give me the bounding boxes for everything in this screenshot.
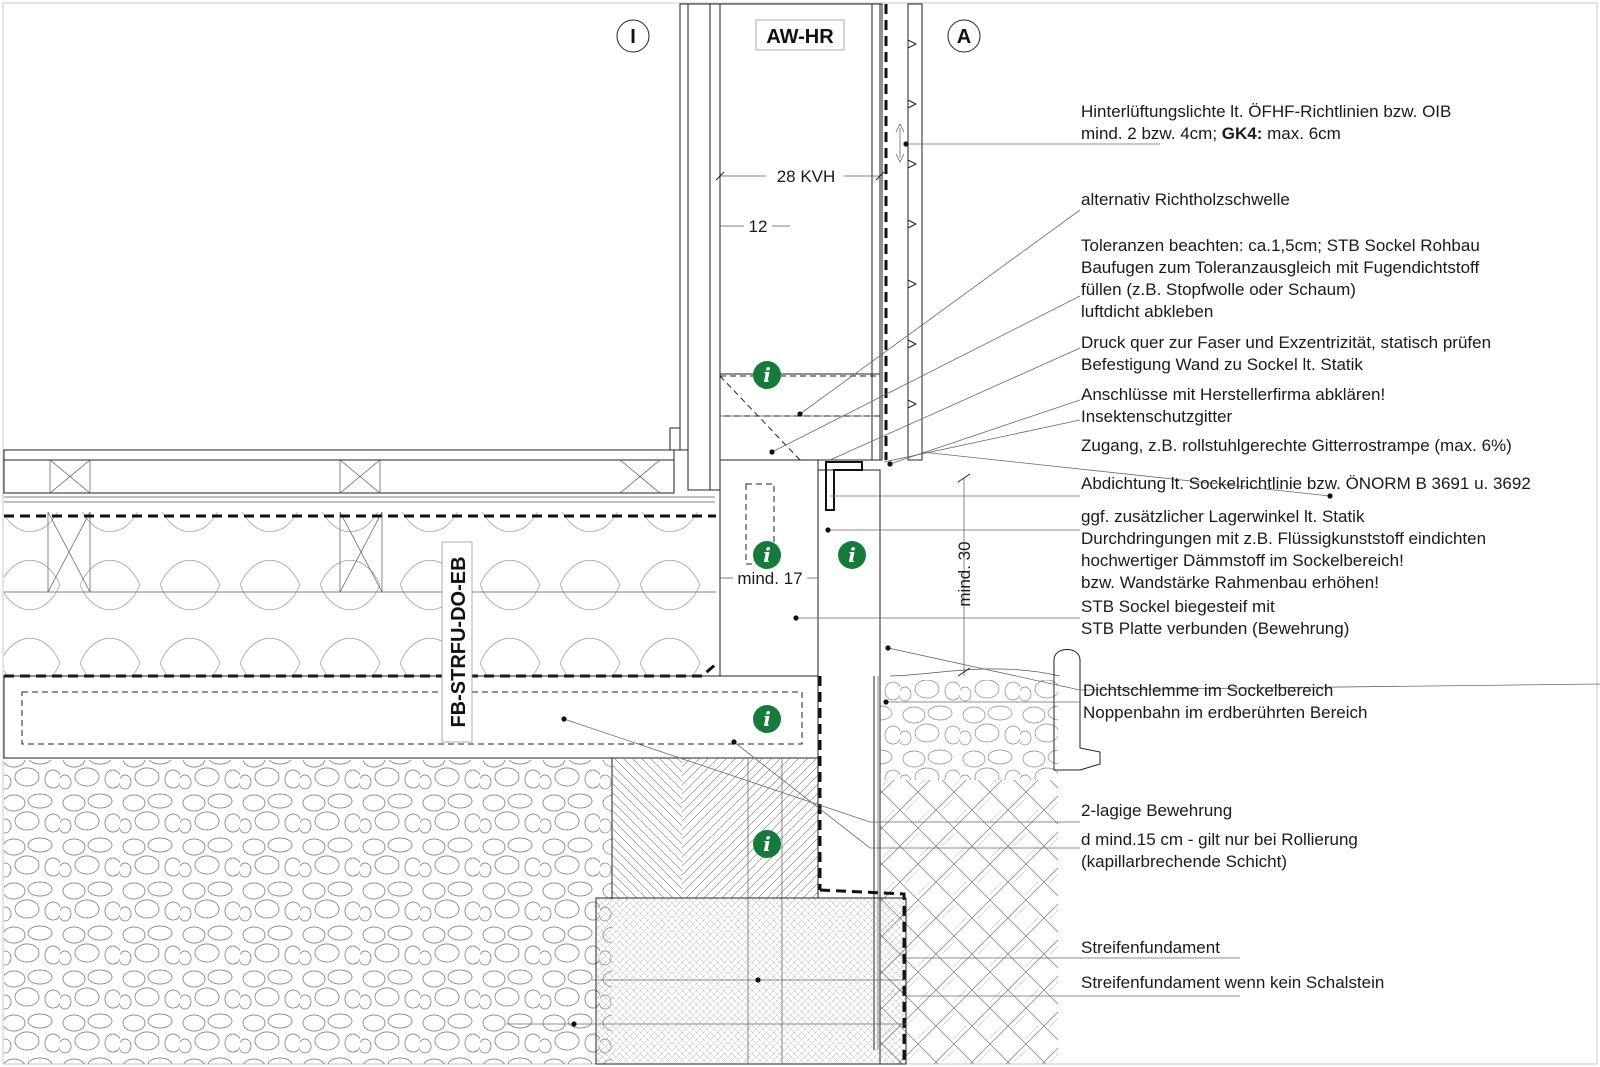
note-bracket-line: ggf. zusätzlicher Lagerwinkel lt. Statik [1081, 507, 1365, 526]
note-tolerances-line: Baufugen zum Toleranzausgleich mit Fugendichtstoff [1081, 258, 1480, 277]
dimension-base-height [955, 474, 974, 676]
note-connections-line: Anschlüsse mit Herstellerfirma abklären! [1081, 385, 1386, 404]
soil-exterior [880, 669, 1060, 1064]
note-base-connection-line: STB Sockel biegesteif mit [1081, 597, 1275, 616]
note-sealing-line: Dichtschlemme im Sockelbereich [1083, 681, 1334, 700]
note-tolerances-line: Toleranzen beachten: ca.1,5cm; STB Sockel Rohbau [1081, 236, 1480, 255]
floor-code-label: FB-STRFU-DO-EB [448, 556, 470, 728]
info-icon[interactable] [753, 705, 781, 733]
annotation-notes [1081, 102, 1531, 992]
note-tolerances-line: luftdicht abkleben [1081, 302, 1214, 321]
note-strip-foundation: Streifenfundament [1081, 938, 1220, 957]
axis-interior-label: I [630, 26, 636, 48]
concrete-slab [4, 676, 818, 758]
note-waterproofing: Abdichtung lt. Sockelrichtlinie bzw. ÖNORM B 3691 u. 3692 [1081, 474, 1531, 493]
svg-text:i: i [763, 832, 771, 856]
dim-base-height-label: mind. 30 [955, 541, 974, 607]
dim-stud-label: 28 KVH [776, 167, 836, 186]
floor-buildup [4, 450, 716, 676]
note-connections-line: Insektenschutzgitter [1081, 407, 1233, 426]
info-icon[interactable] [753, 830, 781, 858]
dimension-stud [716, 162, 884, 186]
note-bracket-line: bzw. Wandstärke Rahmenbau erhöhen! [1081, 573, 1379, 592]
note-compression-line: Befestigung Wand zu Sockel lt. Statik [1081, 355, 1363, 374]
note-bracket-line: Durchdringungen mit z.B. Flüssigkunststoff eindichten [1081, 529, 1487, 548]
note-strip-foundation-alt: Streifenfundament wenn kein Schalstein [1081, 973, 1385, 992]
floor-code-tag [442, 542, 472, 742]
note-ramp: Zugang, z.B. rollstuhlgerechte Gitterrostrampe (max. 6%) [1081, 436, 1512, 455]
axis-exterior-label: A [956, 26, 972, 48]
axis-marker-exterior [948, 20, 980, 52]
svg-text:i: i [848, 543, 856, 567]
note-gravel-line: d mind.15 cm - gilt nur bei Rollierung [1081, 830, 1358, 849]
note-timber-sill: alternativ Richtholzschwelle [1081, 190, 1290, 209]
svg-text:i: i [763, 363, 771, 387]
note-tolerances-line: füllen (z.B. Stopfwolle oder Schaum) [1081, 280, 1356, 299]
note-compression-line: Druck quer zur Faser und Exzentrizität, statisch prüfen [1081, 333, 1492, 352]
info-icon[interactable] [753, 361, 781, 389]
note-sealing-line: Noppenbahn im erdberührten Bereich [1083, 703, 1368, 722]
timber-frame-wall [670, 4, 886, 510]
note-gravel-line: (kapillarbrechende Schicht) [1081, 852, 1287, 871]
wall-code-label: AW-HR [766, 26, 834, 48]
facade-cladding [896, 4, 922, 460]
note-ventilation-line2: mind. 2 bzw. 4cm; GK4: max. 6cm [1081, 124, 1341, 143]
svg-text:i: i [763, 543, 771, 567]
info-icon[interactable] [753, 541, 781, 569]
note-ventilation-line1: Hinterlüftungslichte lt. ÖFHF-Richtlinien bzw. OIB [1081, 102, 1452, 121]
dim-inner-label: 12 [748, 217, 768, 236]
note-reinforcement: 2-lagige Bewehrung [1081, 801, 1233, 820]
axis-marker-interior [617, 20, 649, 52]
note-base-connection-line: STB Platte verbunden (Bewehrung) [1081, 619, 1350, 638]
dimension-inner [720, 214, 790, 238]
dim-base-width-label: mind. 17 [737, 569, 803, 588]
svg-text:i: i [763, 707, 771, 731]
dimension-base-width [720, 566, 818, 590]
gravel-layer [4, 760, 612, 1064]
info-icon[interactable] [838, 541, 866, 569]
note-bracket-line: hochwertiger Dämmstoff im Sockelbereich! [1081, 551, 1404, 570]
wall-code-tag [756, 20, 844, 50]
